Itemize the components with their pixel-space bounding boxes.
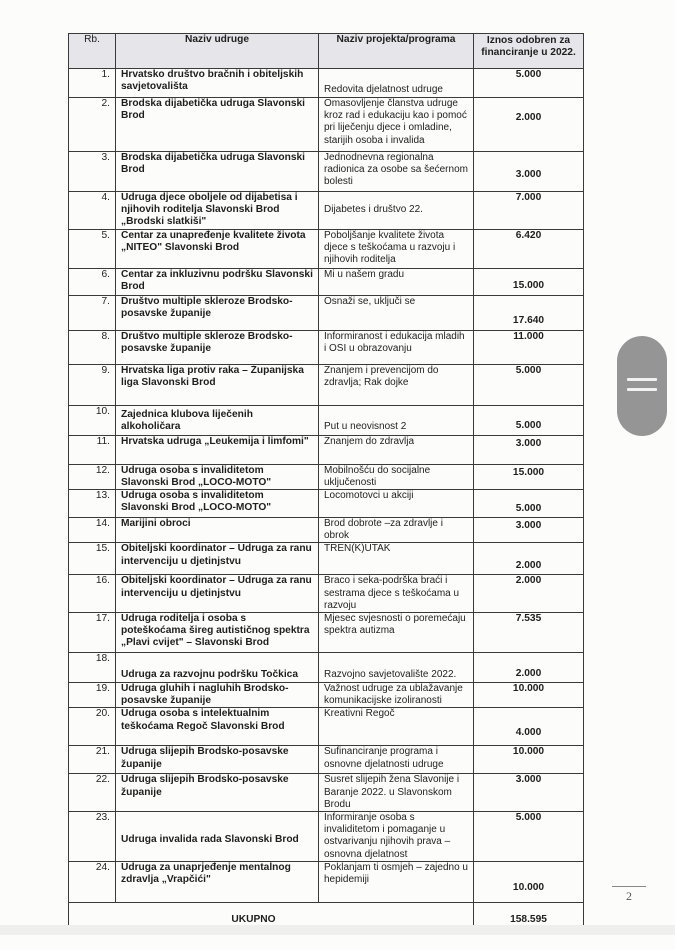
- header-row: [69, 34, 584, 69]
- table-row: [69, 364, 584, 405]
- project-name: Važnost udruge za ublažavanje komunikacijske izoliranosti: [319, 683, 474, 708]
- approved-amount: 6.420: [474, 229, 584, 268]
- row-number: 21.: [69, 746, 116, 774]
- table-row: [69, 653, 584, 683]
- table-row: [69, 464, 584, 489]
- table-header: [69, 34, 584, 69]
- project-name: Poboljšanje kvalitete života djece s teškoćama u razvoju i njihovih roditelja: [319, 229, 474, 268]
- project-name: Braco i seka-podrška braći i sestrama djece s teškoćama u razvoju: [319, 575, 474, 613]
- table-row: [69, 746, 584, 774]
- table-row: [69, 435, 584, 464]
- header-amount: [474, 34, 584, 69]
- table-row: [69, 152, 584, 192]
- header-association-name: [116, 34, 319, 69]
- approved-amount: 15.000: [474, 268, 584, 295]
- project-name: Poklanjam ti osmjeh – zajedno u hepidemiji: [319, 861, 474, 902]
- project-name: Dijabetes i društvo 22.: [319, 192, 474, 230]
- association-name: Udruga osoba s invaliditetom Slavonski Brod „LOCO-MOTO": [116, 490, 319, 518]
- table-row: [69, 708, 584, 746]
- association-name: Društvo multiple skleroze Brodsko-posavske županije: [116, 330, 319, 364]
- project-name: Kreativni Regoč: [319, 708, 474, 746]
- project-name: Mjesec svjesnosti o poremećaju spektra autizma: [319, 613, 474, 653]
- project-name: Informiranost i edukacija mladih i OSI u obrazovanju: [319, 330, 474, 364]
- table-row: [69, 613, 584, 653]
- association-name: Centar za inkluzivnu podršku Slavonski Brod: [116, 268, 319, 295]
- approved-amount: 10.000: [474, 683, 584, 708]
- table-row: [69, 774, 584, 812]
- table-row: [69, 192, 584, 230]
- page-bottom-edge: [0, 925, 675, 935]
- association-name: Brodska dijabetička udruga Slavonski Brod: [116, 152, 319, 192]
- table-row: [69, 490, 584, 518]
- approved-amount: 2.000: [474, 543, 584, 575]
- row-number: 23.: [69, 812, 116, 862]
- approved-amount: 3.000: [474, 152, 584, 192]
- row-number: 1.: [69, 69, 116, 98]
- row-number: 8.: [69, 330, 116, 364]
- project-name: Razvojno savjetovalište 2022.: [319, 653, 474, 683]
- row-number: 24.: [69, 861, 116, 902]
- table-row: [69, 229, 584, 268]
- row-number: 17.: [69, 613, 116, 653]
- header-amount-line2: financiranje u 2022.: [481, 47, 576, 58]
- header-project-name-text: Naziv projekta/programa: [336, 34, 456, 45]
- table-row: [69, 98, 584, 152]
- project-name: Jednodnevna regionalna radionica za osobe sa šećernom bolesti: [319, 152, 474, 192]
- table-row: [69, 861, 584, 902]
- association-name: Hrvatska liga protiv raka – Županijska liga Slavonski Brod: [116, 364, 319, 405]
- approved-amount: 10.000: [474, 861, 584, 902]
- table-row: [69, 683, 584, 708]
- approved-amount: 5.000: [474, 364, 584, 405]
- approved-amount: 5.000: [474, 405, 584, 435]
- table-row: [69, 543, 584, 575]
- table-row: [69, 268, 584, 295]
- approved-amount: 3.000: [474, 435, 584, 464]
- approved-amount: 5.000: [474, 69, 584, 98]
- header-association-name-text: Naziv udruge: [185, 34, 249, 45]
- approved-amount: 15.000: [474, 464, 584, 489]
- total-amount: 158.595: [474, 902, 584, 928]
- approved-amount: 4.000: [474, 708, 584, 746]
- association-name: Udruga za razvojnu podršku Točkica: [116, 653, 319, 683]
- row-number: 9.: [69, 364, 116, 405]
- row-number: 12.: [69, 464, 116, 489]
- page-number: 2: [626, 889, 632, 903]
- approved-amount: 7.000: [474, 192, 584, 230]
- approved-amount: 5.000: [474, 812, 584, 862]
- row-number: 10.: [69, 405, 116, 435]
- row-number: 11.: [69, 435, 116, 464]
- approved-amount: 3.000: [474, 518, 584, 543]
- association-name: Zajednica klubova liječenih alkoholičara: [116, 405, 319, 435]
- project-name: Mi u našem gradu: [319, 268, 474, 295]
- row-number: 22.: [69, 774, 116, 812]
- table-row: [69, 405, 584, 435]
- project-name: Znanjem i prevencijom do zdravlja; Rak dojke: [319, 364, 474, 405]
- project-name: Put u neovisnost 2: [319, 405, 474, 435]
- association-name: Udruga osoba s intelektualnim teškoćama Regoč Slavonski Brod: [116, 708, 319, 746]
- header-amount-line1: Iznos odobren za: [486, 35, 571, 46]
- association-name: Brodska dijabetička udruga Slavonski Brod: [116, 98, 319, 152]
- approved-amount: 10.000: [474, 746, 584, 774]
- table-row: [69, 812, 584, 862]
- row-number: 19.: [69, 683, 116, 708]
- project-name: Osnaži se, uključi se: [319, 295, 474, 330]
- row-number: 6.: [69, 268, 116, 295]
- table-row: [69, 575, 584, 613]
- association-name: Udruga osoba s invaliditetom Slavonski Brod „LOCO-MOTO": [116, 464, 319, 489]
- association-name: Udruga invalida rada Slavonski Brod: [116, 812, 319, 862]
- association-name: Obiteljski koordinator – Udruga za ranu intervenciju u djetinjstvu: [116, 575, 319, 613]
- project-name: Mobilnošću do socijalne uključenosti: [319, 464, 474, 489]
- approved-amount: 2.000: [474, 98, 584, 152]
- project-name: Locomotovci u akciji: [319, 490, 474, 518]
- grant-allocation-table: [68, 33, 584, 929]
- scroll-drag-handle[interactable]: [617, 336, 667, 436]
- total-label: UKUPNO: [69, 902, 474, 928]
- approved-amount: 7.535: [474, 613, 584, 653]
- row-number: 4.: [69, 192, 116, 230]
- association-name: Udruga roditelja i osoba s poteškoćama šireg autističnog spektra „Plavi cvijet" – Slavonski Brod: [116, 613, 319, 653]
- row-number: 16.: [69, 575, 116, 613]
- page-number-divider: [612, 886, 646, 887]
- project-name: TREN(K)UTAK: [319, 543, 474, 575]
- table-row: [69, 295, 584, 330]
- row-number: 5.: [69, 229, 116, 268]
- project-name: Znanjem do zdravlja: [319, 435, 474, 464]
- project-name: Redovita djelatnost udruge: [319, 69, 474, 98]
- table-row: [69, 518, 584, 543]
- row-number: 2.: [69, 98, 116, 152]
- table-body: [69, 69, 584, 929]
- association-name: Hrvatsko društvo bračnih i obiteljskih savjetovališta: [116, 69, 319, 98]
- row-number: 14.: [69, 518, 116, 543]
- approved-amount: 11.000: [474, 330, 584, 364]
- association-name: Udruga slijepih Brodsko-posavske županije: [116, 746, 319, 774]
- association-name: Obiteljski koordinator – Udruga za ranu intervenciju u djetinjstvu: [116, 543, 319, 575]
- project-name: Sufinanciranje programa i osnovne djelatnosti udruge: [319, 746, 474, 774]
- table-row: [69, 69, 584, 98]
- row-number: 3.: [69, 152, 116, 192]
- association-name: Centar za unapređenje kvalitete života „NITEO" Slavonski Brod: [116, 229, 319, 268]
- approved-amount: 2.000: [474, 653, 584, 683]
- association-name: Udruga djece oboljele od dijabetisa i njihovih roditelja Slavonski Brod „Brodski slatkiši": [116, 192, 319, 230]
- approved-amount: 17.640: [474, 295, 584, 330]
- row-number: 13.: [69, 490, 116, 518]
- approved-amount: 5.000: [474, 490, 584, 518]
- approved-amount: 3.000: [474, 774, 584, 812]
- row-number: 15.: [69, 543, 116, 575]
- row-number: 20.: [69, 708, 116, 746]
- association-name: Društvo multiple skleroze Brodsko-posavske županije: [116, 295, 319, 330]
- header-rb: Rb.: [69, 34, 116, 69]
- project-name: Susret slijepih žena Slavonije i Baranje 2022. u Slavonskom Brodu: [319, 774, 474, 812]
- project-name: Brod dobrote –za zdravlje i obrok: [319, 518, 474, 543]
- row-number: 7.: [69, 295, 116, 330]
- association-name: Udruga slijepih Brodsko-posavske županije: [116, 774, 319, 812]
- project-name: Omasovljenje članstva udruge kroz rad i edukaciju kao i pomoć pri liječenju djece i omladine, starijih osoba i invalida: [319, 98, 474, 152]
- drag-handle-bar-bottom: [627, 388, 657, 391]
- approved-amount: 2.000: [474, 575, 584, 613]
- table-row: [69, 330, 584, 364]
- association-name: Udruga za unaprjeđenje mentalnog zdravlja „Vrapčići": [116, 861, 319, 902]
- association-name: Hrvatska udruga „Leukemija i limfomi": [116, 435, 319, 464]
- drag-handle-bar-top: [627, 378, 657, 381]
- header-project-name: [319, 34, 474, 69]
- row-number: 18.: [69, 653, 116, 683]
- association-name: Udruga gluhih i nagluhih Brodsko-posavske županije: [116, 683, 319, 708]
- project-name: Informiranje osoba s invaliditetom i pomaganje u ostvarivanju njihovih prava –osnovna djelatnost: [319, 812, 474, 862]
- association-name: Marijini obroci: [116, 518, 319, 543]
